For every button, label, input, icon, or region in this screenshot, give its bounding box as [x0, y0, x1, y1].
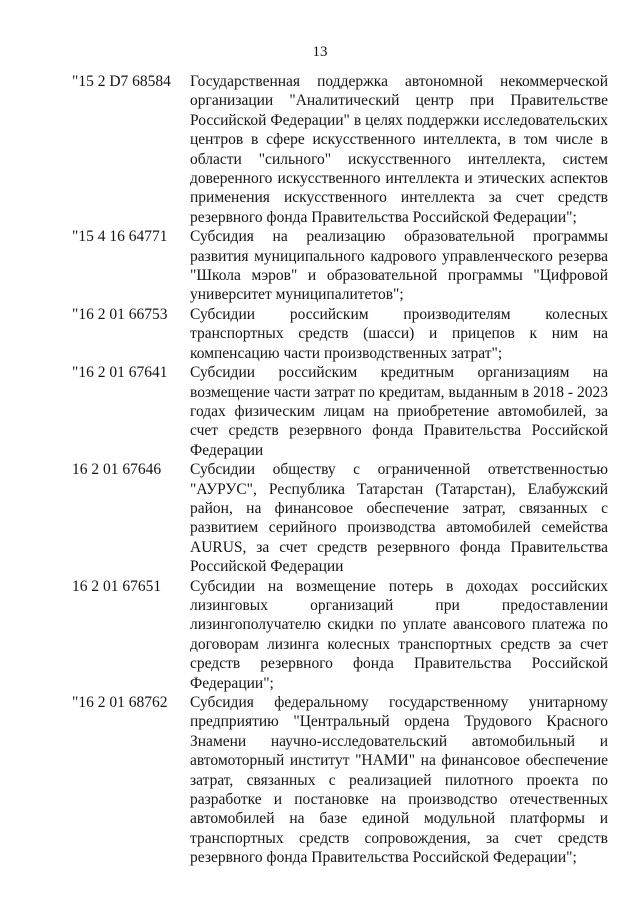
page-number: 13	[312, 44, 328, 60]
budget-description: Субсидия на реализацию образовательной программы развития муниципального кадрового управленческого резерва "Школа мэров" и образовательной программы "Цифровой университет муниципалитетов";	[190, 228, 608, 304]
budget-code: "16 2 01 67641	[72, 364, 168, 382]
budget-description: Субсидия федеральному государственному унитарному предприятию "Центральный ордена Трудового Красного Знамени научно-исследовательский автомобильный и автомоторный институт "НАМИ" на финансовое обеспечение затрат, связанных с реализацией пилотного проекта по разработке и постановке на производство отечественных автомобилей на базе единой модульной платформы и транспортных средств сопровождения, за счет средств резервного фонда Правительства Российской Федерации";	[190, 694, 608, 867]
budget-description: Государственная поддержка автономной некоммерческой организации "Аналитический центр при Правительстве Российской Федерации" в целях поддержки исследовательских центров в сфере искусственного интеллекта, в том числе в области "сильного" искусственного интеллекта, систем доверенного искусственного интеллекта и этических аспектов применения искусственного интеллекта за счет средств резервного фонда Правительства Российской Федерации";	[190, 73, 608, 226]
budget-entry	[0, 227, 640, 305]
budget-entry	[0, 363, 640, 460]
budget-description: Субсидии обществу с ограниченной ответственностью "АУРУС", Республика Татарстан (Татарстан), Елабужский район, на финансовое обеспечение затрат, связанных с развитием серийного производства автомобилей семейства AURUS, за счет средств резервного фонда Правительства Российской Федерации	[190, 461, 608, 576]
budget-code: "16 2 01 66753	[72, 305, 168, 323]
budget-code: 16 2 01 67651	[72, 577, 162, 595]
budget-entry	[0, 72, 640, 227]
budget-entry	[0, 693, 640, 868]
budget-code: "15 2 D7 68584	[72, 73, 171, 90]
budget-code: "15 4 16 64771	[72, 228, 168, 246]
budget-entry	[0, 460, 640, 576]
budget-entry	[0, 577, 640, 693]
budget-description: Субсидии на возмещение потерь в доходах российских лизинговых организаций при предоставлении лизингополучателю скидки по уплате авансового платежа по договорам лизинга колесных транспортных средств за счет средств резервного фонда Правительства Российской Федерации";	[190, 577, 608, 692]
budget-description: Субсидии российским кредитным организациям на возмещение части затрат по кредитам, выданным в 2018 - 2023 годах физическим лицам на приобретение автомобилей, за счет средств резервного фонда Правительства Российской Федерации	[190, 364, 608, 459]
budget-code: 16 2 01 67646	[72, 461, 162, 479]
budget-code: "16 2 01 68762	[72, 694, 168, 711]
budget-code-list	[0, 72, 640, 868]
budget-description: Субсидии российским производителям колесных транспортных средств (шасси) и прицепов к ним на компенсацию части производственных затрат";	[190, 305, 608, 362]
budget-entry	[0, 305, 640, 363]
